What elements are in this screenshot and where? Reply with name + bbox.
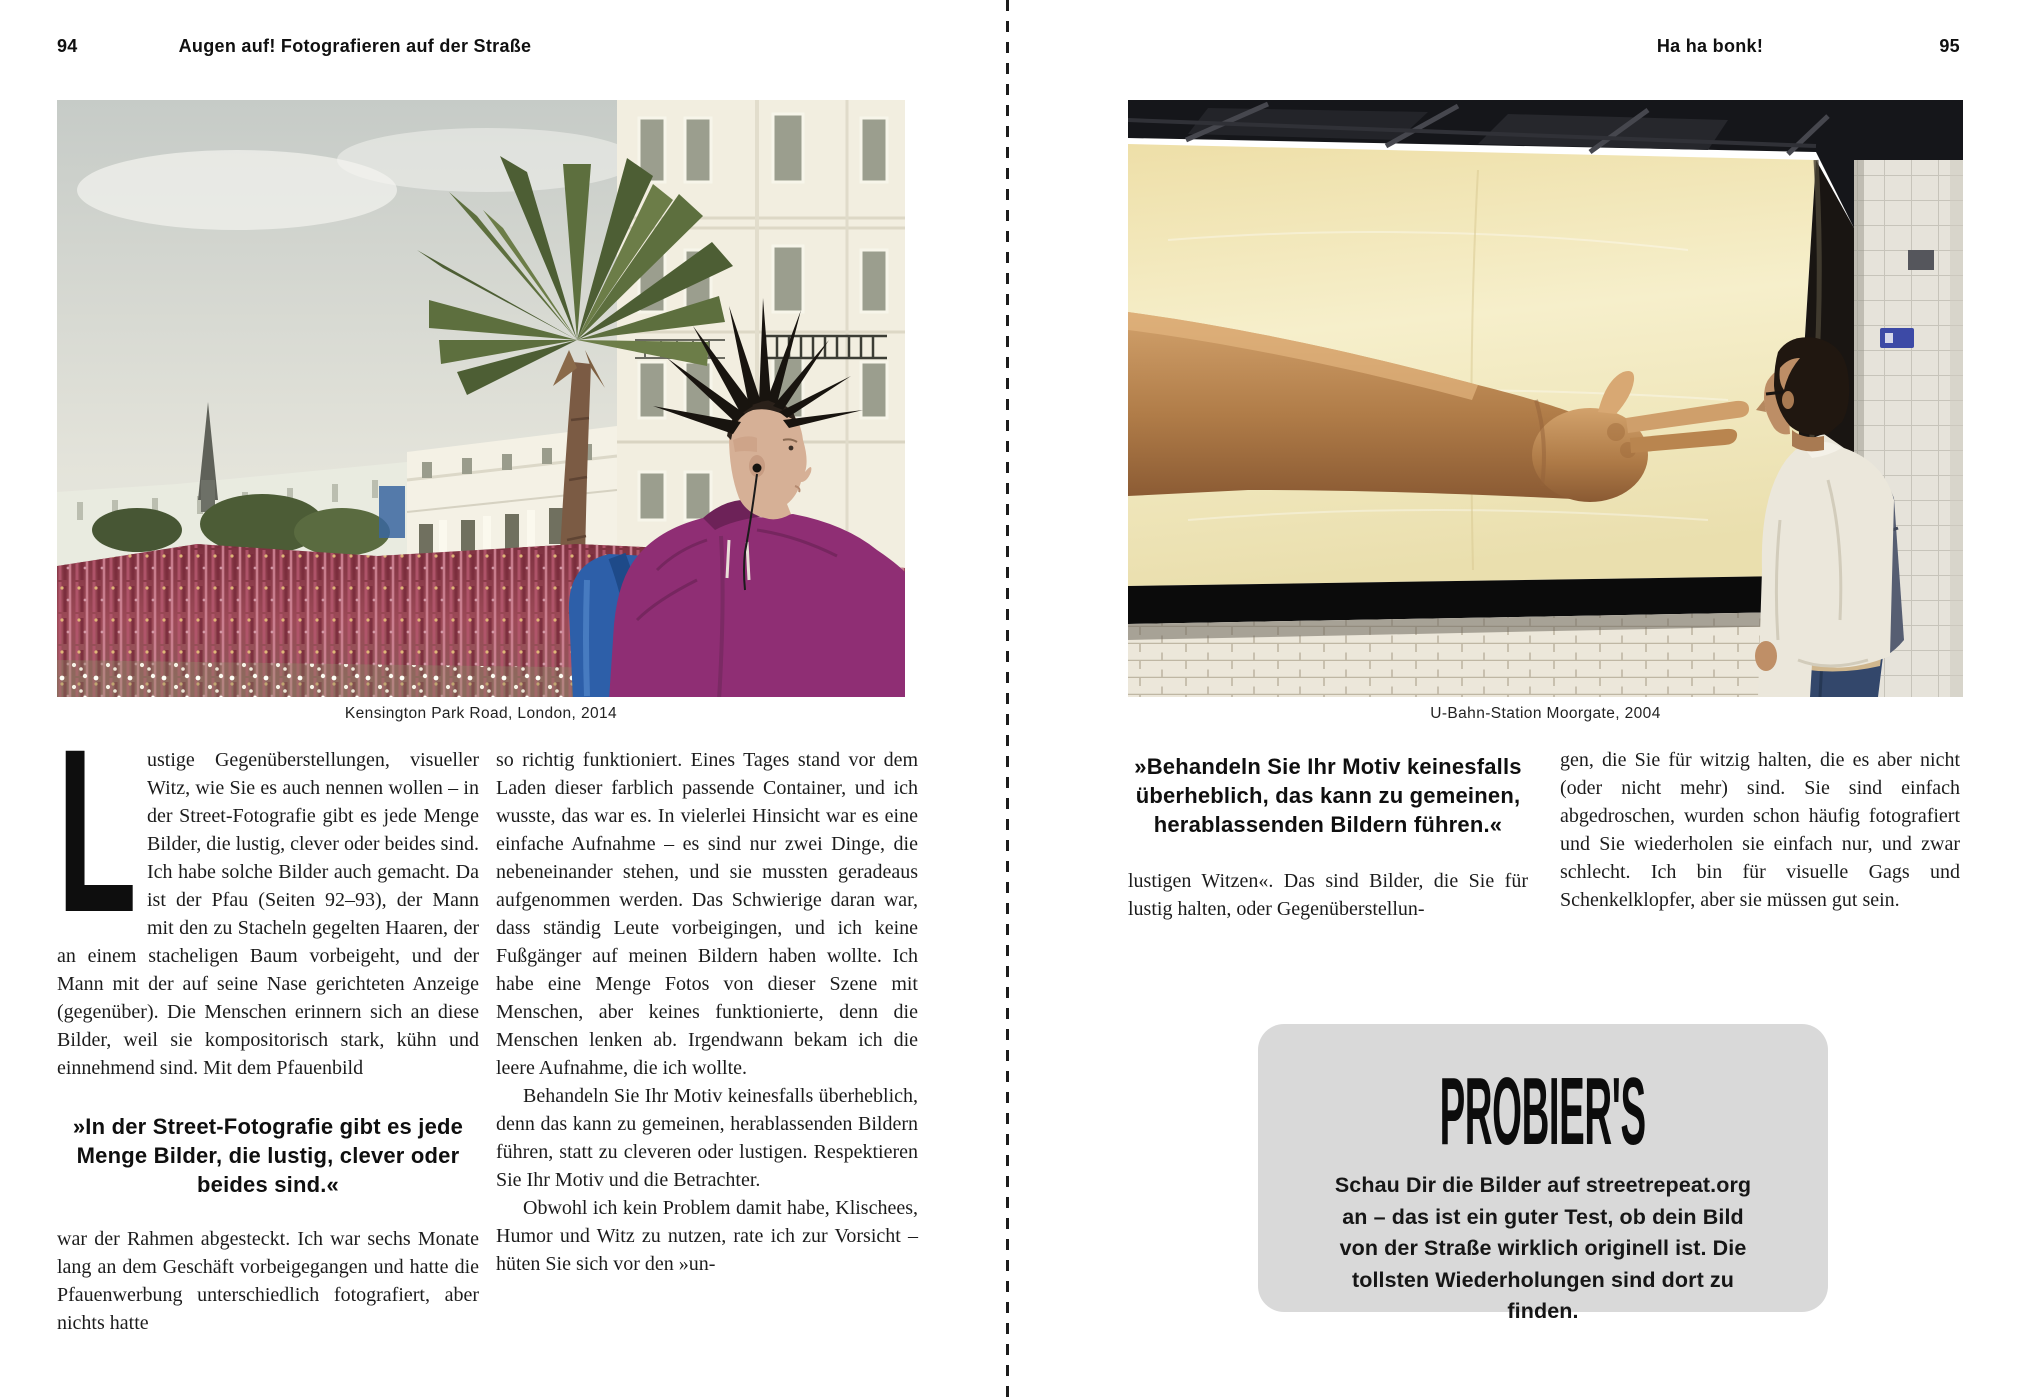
body-paragraph: lustigen Witzen«. Das sind Bilder, die Sie für lustig halten, oder Gegenüberstellun- xyxy=(1128,870,1528,920)
photo-caption-right: U-Bahn-Station Moorgate, 2004 xyxy=(1430,705,1661,722)
photo-mohawk-illustration xyxy=(57,100,905,697)
body-paragraph: gen, die Sie für witzig halten, die es aber nicht (oder nicht mehr) sind. Sie sind einfach abgedroschen, wurden schon häufig fotografiert und Sie wiederholen sie einfach nur, und zwar schlecht. Ich bin für visuelle Gags und Schenkelklopfer, aber sie müssen gut sein. xyxy=(1560,749,1960,911)
center-fold-dashed-line xyxy=(1006,0,1009,1400)
body-text: ustige Gegenüberstellungen, visueller Witz, wie Sie es auch nennen wollen – in der Street-Fotografie gibt es jede Menge Bilder, die lustig, clever oder beides sind. Ich habe solche Bilder auch gemacht. Da ist der Pfau (Seiten 92–93), der Mann mit den zu Stacheln gegelten Haaren, der an einem stacheligen Baum vorbeigeht, und der Mann mit der auf seine Nase gerichteten Anzeige (gegenüber). Die Menschen erinnern sich an diese Bilder, weil sie kompositorisch stark, kühn und einnehmend sind. Mit dem Pfauenbild xyxy=(57,749,479,1079)
drop-cap: L xyxy=(57,701,137,961)
pull-quote-left: »In der Street-Fotografie gibt es jede Menge Bilder, die lustig, clever oder beides sind.« xyxy=(72,1114,464,1197)
running-head-right: Ha ha bonk! xyxy=(1656,36,1764,56)
tip-box-title-wrap xyxy=(1258,1058,1828,1165)
photo-billboard-hand xyxy=(1128,100,1963,697)
photo-mohawk-street-scene xyxy=(57,100,905,697)
tip-box-body: Schau Dir die Bilder auf streetrepeat.org an – das ist ein guter Test, ob dein Bild von der Straße wirklich originell ist. Die tollsten Wiederholungen sind dort zu finden. xyxy=(1334,1173,1752,1323)
left-page-column-1 xyxy=(57,701,479,1337)
tip-box-title: PROBIER'S xyxy=(1439,1058,1647,1165)
pull-quote-right: »Behandeln Sie Ihr Motiv keinesfalls überheblich, das kann zu gemeinen, herablassenden Bildern führen.« xyxy=(1134,754,1522,837)
body-paragraph: so richtig funktioniert. Eines Tages stand vor dem Laden dieser farblich passende Container, und ich wusste, das war es. In vielerlei Hinsicht war es eine einfache Aufnahme – es sind nur zwei Dinge, die nebeneinander stehen, und sie mussten geradeaus aufgenommen werden. Das Schwierige daran war, dass ständig Leute vorbeigingen, und ich keine Fußgänger auf meinen Bildern haben wollte. Ich habe eine Menge Fotos von dieser Szene mit Menschen, aber keines funktionierte, denn die Menschen lenken ab. Irgendwann bekam ich die leere Aufnahme, die ich wollte. xyxy=(496,749,918,1079)
photo-billboard-illustration xyxy=(1128,100,1963,697)
body-paragraph: Behandeln Sie Ihr Motiv keinesfalls überheblich, denn das kann zu gemeinen, herablassenden Bildern führen, statt zu cleveren oder lustigen. Respektieren Sie Ihr Motiv und die Betrachter. xyxy=(496,1085,918,1191)
right-page-column-2 xyxy=(1560,746,1960,914)
photo-caption-left: Kensington Park Road, London, 2014 xyxy=(344,705,618,722)
page-number-right: 95 xyxy=(1939,36,1960,56)
running-head-left: Augen auf! Fotografieren auf der Straße xyxy=(178,36,532,56)
tip-box xyxy=(1258,1024,1828,1323)
body-paragraph: Obwohl ich kein Problem damit habe, Klischees, Humor und Witz zu nutzen, rate ich zur Vorsicht – hüten Sie sich vor den »un- xyxy=(496,1197,918,1275)
body-paragraph xyxy=(57,701,479,1082)
right-page-column-1 xyxy=(1128,746,1528,923)
body-paragraph: war der Rahmen abgesteckt. Ich war sechs Monate lang an dem Geschäft vorbeigegangen und hatte die Pfauenwerbung unterschiedlich fotografiert, aber nichts hatte xyxy=(57,1228,479,1334)
left-page-column-2 xyxy=(496,746,918,1278)
page-number-left: 94 xyxy=(57,36,78,56)
